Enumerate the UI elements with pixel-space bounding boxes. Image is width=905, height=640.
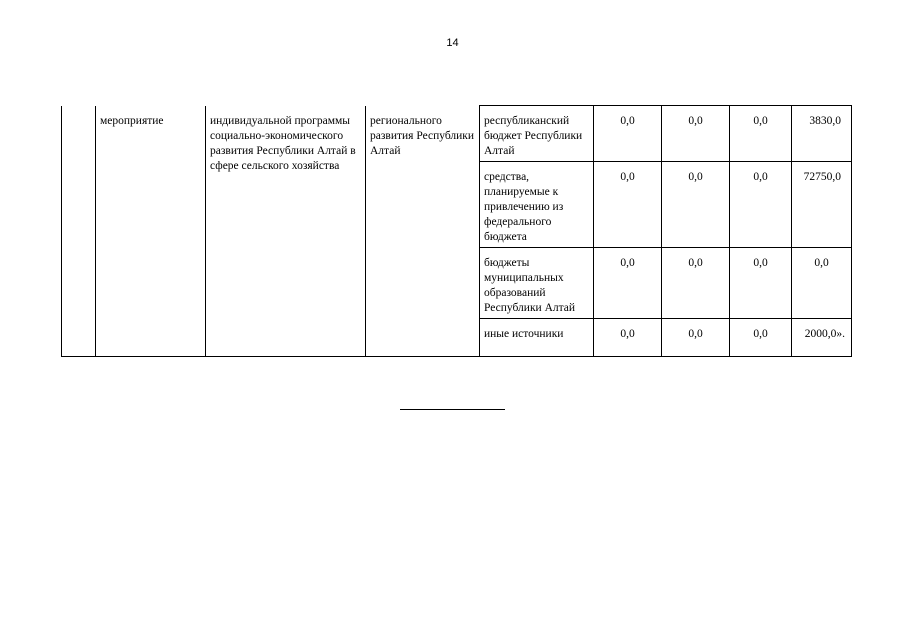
table-cell-source: республиканский бюджет Республики Алтай	[480, 106, 594, 162]
table-cell-value: 0,0	[730, 248, 792, 319]
footnote-divider	[400, 409, 505, 410]
table-cell-value: 0,0	[730, 319, 792, 357]
table-cell-department: регионального развития Республики Алтай	[366, 106, 480, 357]
table-cell-measure: мероприятие	[96, 106, 206, 357]
budget-table	[61, 105, 852, 357]
table-cell-program: индивидуальной программы социально-экономического развития Республики Алтай в сфере сельского хозяйства	[206, 106, 366, 357]
table-cell-value: 0,0	[594, 319, 662, 357]
table-cell-value: 2000,0».	[792, 319, 852, 357]
table-cell-value: 72750,0	[792, 162, 852, 248]
page-number: 14	[446, 37, 459, 49]
table-row	[62, 106, 852, 162]
table-cell-value: 0,0	[662, 162, 730, 248]
table-cell-blank	[62, 106, 96, 357]
table-cell-value: 0,0	[594, 106, 662, 162]
table-cell-value: 0,0	[792, 248, 852, 319]
table-cell-value: 0,0	[730, 162, 792, 248]
table-cell-value: 0,0	[662, 248, 730, 319]
table-cell-value: 0,0	[730, 106, 792, 162]
table-cell-source: средства, планируемые к привлечению из федерального бюджета	[480, 162, 594, 248]
table-cell-value: 0,0	[662, 106, 730, 162]
table-cell-value: 0,0	[594, 248, 662, 319]
table-cell-source: иные источники	[480, 319, 594, 357]
table-cell-source: бюджеты муниципальных образований Республики Алтай	[480, 248, 594, 319]
table-cell-value: 3830,0	[792, 106, 852, 162]
table-cell-value: 0,0	[594, 162, 662, 248]
table-cell-value: 0,0	[662, 319, 730, 357]
